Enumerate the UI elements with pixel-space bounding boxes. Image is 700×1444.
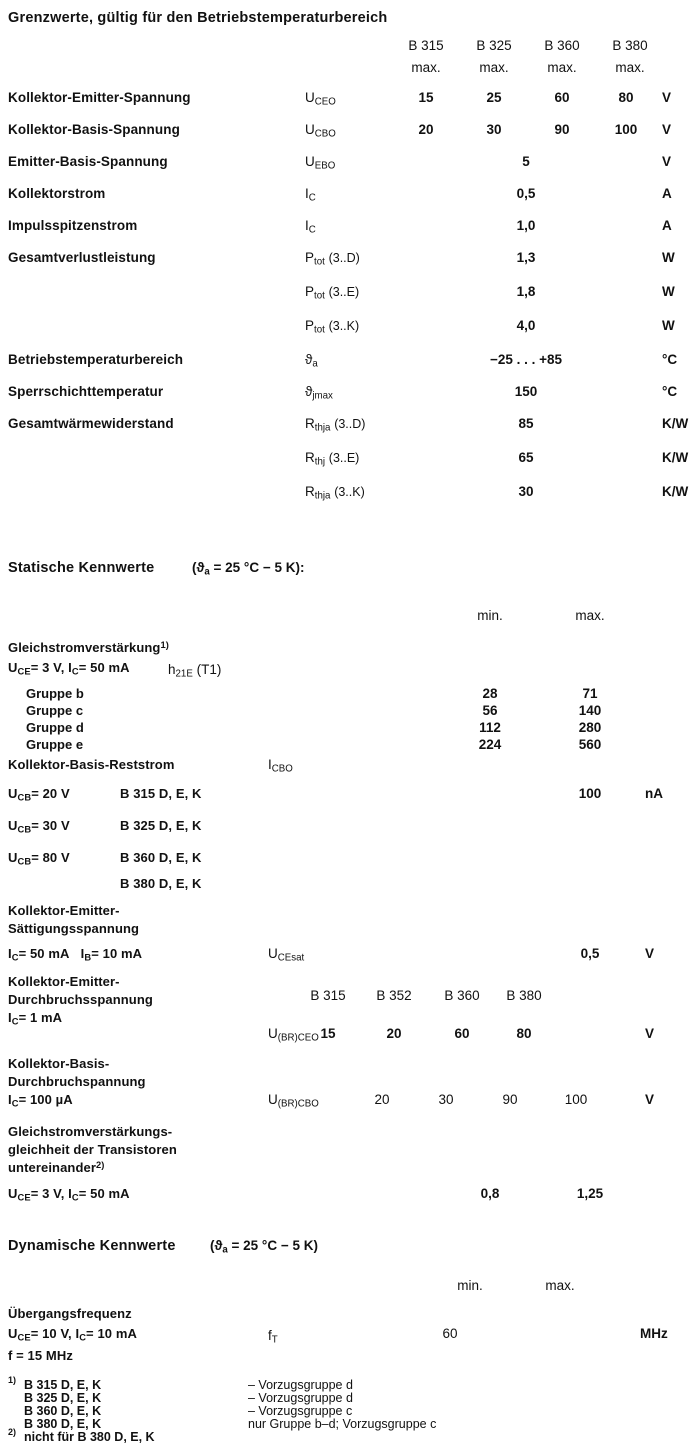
dynamic-col-min: min. xyxy=(457,1278,483,1293)
dynamic-section-condition: ($ϑ_a = 25$ °C − 5 K) xyxy=(210,1238,318,1256)
limits-unit: W xyxy=(662,284,675,299)
hfe-group-min: 28 xyxy=(482,686,498,701)
limits-row-symbol xyxy=(305,218,316,236)
hfe-symbol xyxy=(168,662,222,680)
symbol-sub: (BR)CBO xyxy=(277,1098,319,1110)
symbol-sub: a xyxy=(312,358,318,370)
symbol-base: I xyxy=(305,186,309,201)
dynamic-col-max: max. xyxy=(545,1278,575,1293)
limits-row-symbol xyxy=(305,416,366,434)
ubrceo-value: 20 xyxy=(386,1026,402,1041)
footnote-1-note: nur Gruppe b–d; Vorzugsgruppe c xyxy=(248,1417,437,1431)
limits-unit: K/W xyxy=(662,484,689,499)
static-section-title: Statische Kennwerte xyxy=(8,560,155,576)
limits-row-label: Impulsspitzenstrom xyxy=(8,218,138,233)
matching-label-line1: Gleichstromverstärkungs- xyxy=(8,1124,173,1139)
symbol-suffix: (3..E) xyxy=(328,285,360,299)
cond-u: U xyxy=(8,1186,18,1201)
cond-i-rest: = 50 mA xyxy=(18,946,70,961)
symbol-base: I xyxy=(268,757,272,772)
cond-u: U xyxy=(8,660,18,675)
hfe-label xyxy=(8,640,169,655)
limits-value: 90 xyxy=(554,122,570,137)
symbol-base: R xyxy=(305,416,315,431)
symbol-suffix: (3..K) xyxy=(328,319,360,333)
cond-i: I xyxy=(8,1092,12,1107)
limits-value-span: −25 . . . +85 xyxy=(489,352,563,367)
cond-i-sub: C xyxy=(11,952,19,963)
icbo-types: B 360 D, E, K xyxy=(120,850,202,865)
limits-col-header-0: B 315 xyxy=(408,38,444,53)
limits-row-label: Sperrschichttemperatur xyxy=(8,384,164,399)
limits-value-span: 1,8 xyxy=(516,284,536,299)
symbol-sub: CEO xyxy=(314,96,336,108)
ubrceo-value: 60 xyxy=(454,1026,470,1041)
cond-i-sub: C xyxy=(79,1332,87,1343)
dynamic-section-title: Dynamische Kennwerte xyxy=(8,1238,176,1254)
ubrceo-condition xyxy=(8,1010,62,1025)
symbol-sub: (BR)CEO xyxy=(277,1032,319,1044)
cond-tail: = 50 mA xyxy=(78,1186,130,1201)
limits-unit: V xyxy=(662,90,672,105)
limits-subheader-0: max. xyxy=(411,60,441,75)
icbo-symbol xyxy=(268,757,293,775)
static-col-min: min. xyxy=(477,608,503,623)
symbol-sub: thj xyxy=(314,456,326,468)
limits-value: 60 xyxy=(554,90,570,105)
symbol-suffix: (3..K) xyxy=(334,485,365,499)
symbol-base: U xyxy=(268,946,278,961)
hfe-group-name: Gruppe c xyxy=(26,703,84,718)
footnote-marker-sup: 2) xyxy=(8,1426,17,1437)
cond-i-sub: C xyxy=(71,1192,79,1203)
symbol-base: ϑ xyxy=(305,384,313,399)
symbol-sub: EBO xyxy=(314,160,336,172)
cond-rest: = 20 V xyxy=(31,786,70,801)
ucesat-label-line1: Kollektor-Emitter- xyxy=(8,903,120,918)
ubrcbo-label-line2: Durchbruchspannung xyxy=(8,1074,146,1089)
symbol-base: ϑ xyxy=(305,352,313,367)
icbo-condition xyxy=(8,850,70,865)
limits-col-header-2: B 360 xyxy=(544,38,580,53)
limits-row-label: Kollektor-Basis-Spannung xyxy=(8,122,180,137)
symbol-sub: CBO xyxy=(271,763,293,775)
ucesat-symbol xyxy=(268,946,305,964)
limits-unit: V xyxy=(662,122,672,137)
footnote-1-type: B 325 D, E, K xyxy=(24,1391,102,1405)
limits-row-label: Betriebstemperaturbereich xyxy=(8,352,184,367)
footnote-1-marker xyxy=(8,1376,16,1390)
cond-u-sub: CE xyxy=(17,1332,31,1343)
symbol-sub: T xyxy=(271,1334,278,1346)
limits-row-label: Gesamtwärmewiderstand xyxy=(8,416,174,431)
cond-i-sub: C xyxy=(71,666,79,677)
limits-col-header-1: B 325 xyxy=(476,38,512,53)
symbol-sub: thja xyxy=(314,490,331,502)
limits-row-symbol xyxy=(305,90,336,108)
icbo-unit: nA xyxy=(645,786,663,801)
limits-row-symbol xyxy=(305,284,360,302)
limits-value: 80 xyxy=(618,90,634,105)
cond-tail: = 50 mA xyxy=(78,660,130,675)
icbo-types: B 315 D, E, K xyxy=(120,786,202,801)
hfe-group-max: 140 xyxy=(578,703,602,718)
symbol-base: U xyxy=(305,154,315,169)
ft-min: 60 xyxy=(442,1326,458,1341)
matching-condition xyxy=(8,1186,130,1201)
symbol-suffix: (3..E) xyxy=(328,451,360,465)
icbo-label: Kollektor-Basis-Reststrom xyxy=(8,757,175,772)
limits-value-span: 150 xyxy=(514,384,538,399)
limits-value-span: 0,5 xyxy=(516,186,536,201)
ubrceo-col-header: B 352 xyxy=(376,988,412,1003)
symbol-sub: jmax xyxy=(312,390,333,402)
limits-unit: °C xyxy=(662,352,678,367)
hfe-group-max: 71 xyxy=(582,686,598,701)
hfe-group-name: Gruppe d xyxy=(26,720,84,735)
limits-row-symbol xyxy=(305,154,336,172)
hfe-group-max: 280 xyxy=(578,720,602,735)
hfe-group-min: 224 xyxy=(478,737,502,752)
cond-u-sub: CB xyxy=(17,792,32,803)
limits-unit: V xyxy=(662,154,672,169)
static-col-max: max. xyxy=(575,608,605,623)
ubrcbo-unit: V xyxy=(645,1092,655,1107)
limits-unit: A xyxy=(662,186,672,201)
cond-i: I xyxy=(8,946,12,961)
symbol-base: R xyxy=(305,484,315,499)
cond-rest: = 3 V, I xyxy=(30,1186,72,1201)
cond-u: U xyxy=(8,818,18,833)
symbol-suffix: (T1) xyxy=(196,662,222,677)
limits-subheader-2: max. xyxy=(547,60,577,75)
cond-u-sub: CB xyxy=(17,824,32,835)
icbo-condition xyxy=(8,818,70,833)
limits-value-span: 5 xyxy=(522,154,530,169)
ubrceo-value: 15 xyxy=(320,1026,336,1041)
limits-unit: W xyxy=(662,250,675,265)
symbol-base: U xyxy=(305,122,315,137)
icbo-max: 100 xyxy=(578,786,602,801)
matching-min: 0,8 xyxy=(480,1186,500,1201)
symbol-base: I xyxy=(305,218,309,233)
cond-u: U xyxy=(8,786,18,801)
limits-value: 100 xyxy=(614,122,638,137)
symbol-base: P xyxy=(305,284,315,299)
footnote-1-type: B 315 D, E, K xyxy=(24,1378,102,1392)
cond-tail: = 10 mA xyxy=(86,1326,137,1341)
limits-row-symbol xyxy=(305,352,318,370)
icbo-types: B 380 D, E, K xyxy=(120,876,202,891)
ft-unit: MHz xyxy=(640,1326,668,1341)
limits-value-span: 85 xyxy=(518,416,534,431)
footnote-marker-1: 1) xyxy=(160,639,169,650)
ubrceo-value: 80 xyxy=(516,1026,532,1041)
limits-unit: A xyxy=(662,218,672,233)
cond-rest: = 80 V xyxy=(31,850,70,865)
ubrcbo-label-line1: Kollektor-Basis- xyxy=(8,1056,110,1071)
cond-rest: = 30 V xyxy=(31,818,70,833)
footnote-2-marker xyxy=(8,1428,16,1442)
symbol-sub: CEsat xyxy=(277,952,305,964)
ubrcbo-value: 90 xyxy=(502,1092,518,1107)
cond-u-sub: CE xyxy=(17,1192,31,1203)
symbol-sub: tot xyxy=(314,290,325,302)
hfe-group-min: 56 xyxy=(482,703,498,718)
hfe-condition xyxy=(8,660,130,675)
limits-value-span: 1,0 xyxy=(516,218,536,233)
symbol-base: h xyxy=(168,662,176,677)
cond-i: I xyxy=(8,1010,12,1025)
ubrcbo-symbol xyxy=(268,1092,319,1110)
limits-row-symbol xyxy=(305,318,360,336)
footnote-1-type: B 360 D, E, K xyxy=(24,1404,102,1418)
symbol-base: U xyxy=(305,90,315,105)
footnote-marker-sup: 1) xyxy=(8,1374,17,1385)
limits-value-span: 4,0 xyxy=(516,318,536,333)
symbol-sub: 21E xyxy=(175,668,193,680)
ubrcbo-condition xyxy=(8,1092,73,1107)
cond-i-sub: C xyxy=(11,1098,19,1109)
limits-value: 20 xyxy=(418,122,434,137)
hfe-label-text: Gleichstromverstärkung xyxy=(8,640,161,655)
limits-row-symbol xyxy=(305,384,333,402)
ubrcbo-value: 20 xyxy=(374,1092,390,1107)
symbol-sub: tot xyxy=(314,324,325,336)
limits-section-title: Grenzwerte, gültig für den Betriebstemperaturbereich xyxy=(8,10,388,26)
limits-subheader-3: max. xyxy=(615,60,645,75)
cond-u-sub: CB xyxy=(17,856,32,867)
symbol-sub: thja xyxy=(314,422,331,434)
cond-rest: = 3 V, I xyxy=(30,660,72,675)
limits-row-symbol xyxy=(305,250,360,268)
cond-i-sub: C xyxy=(11,1016,19,1027)
symbol-base: P xyxy=(305,250,315,265)
footnote-1-note: – Vorzugsgruppe d xyxy=(248,1391,353,1405)
limits-unit: °C xyxy=(662,384,678,399)
limits-row-symbol xyxy=(305,122,336,140)
icbo-condition xyxy=(8,786,70,801)
limits-value: 25 xyxy=(486,90,502,105)
ubrceo-col-header: B 315 xyxy=(310,988,346,1003)
ubrceo-unit: V xyxy=(645,1026,655,1041)
limits-row-label: Kollektor-Emitter-Spannung xyxy=(8,90,191,105)
hfe-group-max: 560 xyxy=(578,737,602,752)
cond-rest: = 10 V, I xyxy=(30,1326,80,1341)
hfe-group-name: Gruppe e xyxy=(26,737,84,752)
symbol-sub: C xyxy=(308,224,316,236)
limits-value: 15 xyxy=(418,90,434,105)
ucesat-condition xyxy=(8,946,142,961)
cond-ib-rest: = 10 mA xyxy=(91,946,143,961)
static-section-condition: ($ϑ_a = 25$ °C − 5 K): xyxy=(192,560,305,578)
limits-unit: K/W xyxy=(662,450,689,465)
symbol-suffix: (3..D) xyxy=(334,417,366,431)
limits-value: 30 xyxy=(486,122,502,137)
footnote-1-note: – Vorzugsgruppe c xyxy=(248,1404,353,1418)
cond-ib: I xyxy=(80,946,85,961)
cond-ib-sub: B xyxy=(84,952,92,963)
limits-value-span: 1,3 xyxy=(516,250,536,265)
limits-row-label: Kollektorstrom xyxy=(8,186,106,201)
footnote-1-note: – Vorzugsgruppe d xyxy=(248,1378,353,1392)
symbol-base: U xyxy=(268,1092,278,1107)
limits-unit: W xyxy=(662,318,675,333)
limits-unit: K/W xyxy=(662,416,689,431)
footnote-1-type: B 380 D, E, K xyxy=(24,1417,102,1431)
ucesat-label-line2: Sättigungsspannung xyxy=(8,921,140,936)
hfe-group-min: 112 xyxy=(479,720,501,735)
ft-condition xyxy=(8,1326,137,1341)
ft-label: Übergangsfrequenz xyxy=(8,1306,132,1321)
limits-row-label: Emitter-Basis-Spannung xyxy=(8,154,168,169)
symbol-base: f xyxy=(268,1328,272,1343)
cond-u: U xyxy=(8,1326,18,1341)
matching-max: 1,25 xyxy=(576,1186,604,1201)
matching-label-text: untereinander xyxy=(8,1160,96,1175)
footnote-marker-2: 2) xyxy=(95,1159,105,1170)
limits-subheader-1: max. xyxy=(479,60,509,75)
cond-u-sub: CE xyxy=(17,666,31,677)
symbol-suffix: (3..D) xyxy=(328,251,360,265)
ubrceo-label-line2: Durchbruchsspannung xyxy=(8,992,153,1007)
ubrceo-col-header: B 380 xyxy=(506,988,542,1003)
limits-row-symbol xyxy=(305,186,316,204)
ubrcbo-value: 30 xyxy=(438,1092,454,1107)
ubrceo-col-header: B 360 xyxy=(444,988,480,1003)
hfe-group-name: Gruppe b xyxy=(26,686,84,701)
ft-condition-2: f = 15 MHz xyxy=(8,1348,73,1363)
limits-row-label: Gesamtverlustleistung xyxy=(8,250,156,265)
cond-i-rest: = 100 µA xyxy=(18,1092,73,1107)
limits-value-span: 65 xyxy=(518,450,534,465)
icbo-types: B 325 D, E, K xyxy=(120,818,202,833)
symbol-sub: C xyxy=(308,192,316,204)
ucesat-max: 0,5 xyxy=(580,946,600,961)
limits-value-span: 30 xyxy=(518,484,534,499)
ubrcbo-value: 100 xyxy=(564,1092,588,1107)
cond-i-rest: = 1 mA xyxy=(18,1010,63,1025)
limits-col-header-3: B 380 xyxy=(612,38,648,53)
symbol-sub: tot xyxy=(314,256,325,268)
ucesat-unit: V xyxy=(645,946,655,961)
symbol-sub: CBO xyxy=(314,128,336,140)
cond-u: U xyxy=(8,850,18,865)
matching-label-line2: gleichheit der Transistoren xyxy=(8,1142,177,1157)
limits-row-symbol xyxy=(305,450,360,468)
symbol-base: P xyxy=(305,318,315,333)
matching-label-line3 xyxy=(8,1160,105,1175)
ft-symbol xyxy=(268,1328,278,1346)
ubrceo-label-line1: Kollektor-Emitter- xyxy=(8,974,120,989)
symbol-base: U xyxy=(268,1026,278,1041)
symbol-base: R xyxy=(305,450,315,465)
footnote-2-text: nicht für B 380 D, E, K xyxy=(24,1430,155,1444)
limits-row-symbol xyxy=(305,484,365,502)
